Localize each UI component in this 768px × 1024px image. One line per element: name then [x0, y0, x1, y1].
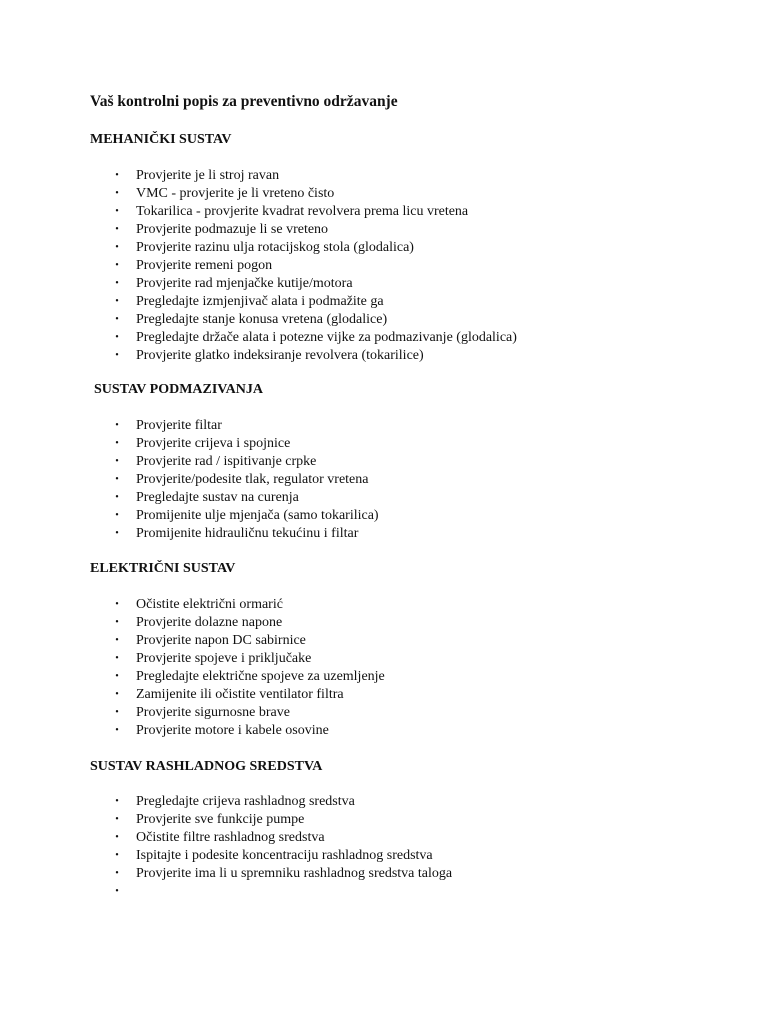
checklist-item [112, 453, 379, 471]
checklist-item [112, 417, 379, 435]
checklist-electrical [112, 596, 385, 740]
bullet-icon: • [115, 492, 119, 503]
checklist-item [112, 614, 385, 632]
checklist-item [112, 185, 517, 203]
bullet-icon: • [115, 242, 119, 253]
bullet-icon: • [115, 886, 119, 897]
checklist-item-text: Provjerite crijeva i spojnice [136, 436, 291, 451]
bullet-icon: • [115, 528, 119, 539]
checklist-item [112, 239, 517, 257]
checklist-item-text: Očistite električni ormarić [136, 597, 283, 612]
checklist-lubrication [112, 417, 379, 543]
checklist-item-text: Pregledajte držače alata i potezne vijke za podmazivanje (glodalica) [136, 330, 517, 345]
checklist-item [112, 668, 385, 686]
bullet-icon: • [115, 206, 119, 217]
checklist-item [112, 811, 452, 829]
checklist-coolant [112, 793, 452, 901]
bullet-icon: • [115, 599, 119, 610]
checklist-item-text: Provjerite filtar [136, 418, 222, 433]
checklist-item [112, 525, 379, 543]
checklist-item [112, 293, 517, 311]
bullet-icon: • [115, 456, 119, 467]
bullet-icon: • [115, 314, 119, 325]
checklist-item-text: Provjerite ima li u spremniku rashladnog sredstva taloga [136, 866, 453, 881]
checklist-item-text: Pregledajte stanje konusa vretena (glodalice) [136, 312, 388, 327]
checklist-item-text: Promijenite hidrauličnu tekućinu i filtar [136, 526, 359, 541]
checklist-item-text: Provjerite/podesite tlak, regulator vretena [136, 472, 369, 487]
checklist-item [112, 489, 379, 507]
checklist-item-text: Ispitajte i podesite koncentraciju rashladnog sredstva [136, 848, 433, 863]
bullet-icon: • [115, 260, 119, 271]
bullet-icon: • [115, 814, 119, 825]
checklist-item [112, 865, 452, 883]
checklist-item [112, 471, 379, 489]
checklist-mechanical [112, 167, 517, 365]
checklist-item-text: Pregledajte izmjenjivač alata i podmažite ga [136, 294, 384, 309]
bullet-icon: • [115, 832, 119, 843]
checklist-item [112, 596, 385, 614]
bullet-icon: • [115, 653, 119, 664]
checklist-item-text: Pregledajte sustav na curenja [136, 490, 299, 505]
section-heading-coolant: SUSTAV RASHLADNOG SREDSTVA [90, 759, 323, 774]
checklist-item-text: Provjerite je li stroj ravan [136, 168, 280, 183]
checklist-item [112, 829, 452, 847]
checklist-item [112, 704, 385, 722]
checklist-item-text: Tokarilica - provjerite kvadrat revolvera prema licu vretena [136, 204, 469, 219]
checklist-item-text: Očistite filtre rashladnog sredstva [136, 830, 325, 845]
bullet-icon: • [115, 474, 119, 485]
bullet-icon: • [115, 868, 119, 879]
bullet-icon: • [115, 350, 119, 361]
checklist-item-text: Provjerite dolazne napone [136, 615, 283, 630]
bullet-icon: • [115, 170, 119, 181]
checklist-item-text: Provjerite podmazuje li se vreteno [136, 222, 329, 237]
checklist-item-text: Provjerite rad mjenjačke kutije/motora [136, 276, 353, 291]
checklist-item [112, 203, 517, 221]
bullet-icon: • [115, 420, 119, 431]
checklist-item-text: Pregledajte električne spojeve za uzemljenje [136, 669, 385, 684]
checklist-item-text: Provjerite spojeve i priključake [136, 651, 312, 666]
bullet-icon: • [115, 725, 119, 736]
document-title: Vaš kontrolni popis za preventivno održavanje [90, 93, 398, 110]
checklist-item-text: Provjerite sigurnosne brave [136, 705, 290, 720]
checklist-item-text: Provjerite napon DC sabirnice [136, 633, 306, 648]
checklist-item [112, 275, 517, 293]
bullet-icon: • [115, 188, 119, 199]
bullet-icon: • [115, 671, 119, 682]
bullet-icon: • [115, 689, 119, 700]
section-heading-mechanical: MEHANIČKI SUSTAV [90, 132, 232, 147]
bullet-icon: • [115, 635, 119, 646]
checklist-item [112, 311, 517, 329]
checklist-item-text: Provjerite sve funkcije pumpe [136, 812, 305, 827]
checklist-item [112, 167, 517, 185]
bullet-icon: • [115, 296, 119, 307]
bullet-icon: • [115, 707, 119, 718]
bullet-icon: • [115, 850, 119, 861]
bullet-icon: • [115, 278, 119, 289]
bullet-icon: • [115, 332, 119, 343]
checklist-item [112, 329, 517, 347]
checklist-item-text: Provjerite razinu ulja rotacijskog stola (glodalica) [136, 240, 414, 255]
checklist-item-text: VMC - provjerite je li vreteno čisto [136, 186, 335, 201]
bullet-icon: • [115, 224, 119, 235]
checklist-item [112, 722, 385, 740]
checklist-item-text: Provjerite rad / ispitivanje crpke [136, 454, 317, 469]
bullet-icon: • [115, 796, 119, 807]
checklist-item-text: Provjerite motore i kabele osovine [136, 723, 329, 738]
checklist-item [112, 686, 385, 704]
checklist-item [112, 221, 517, 239]
checklist-item [112, 435, 379, 453]
checklist-item [112, 847, 452, 865]
bullet-icon: • [115, 438, 119, 449]
checklist-item [112, 632, 385, 650]
checklist-item-text: Provjerite glatko indeksiranje revolvera (tokarilice) [136, 348, 424, 363]
checklist-item [112, 883, 452, 901]
checklist-item [112, 257, 517, 275]
checklist-item-text: Pregledajte crijeva rashladnog sredstva [136, 794, 355, 809]
checklist-item [112, 507, 379, 525]
checklist-item [112, 650, 385, 668]
checklist-item-text: Zamijenite ili očistite ventilator filtra [136, 687, 344, 702]
checklist-item-text: Promijenite ulje mjenjača (samo tokarilica) [136, 508, 379, 523]
checklist-item-text: Provjerite remeni pogon [136, 258, 273, 273]
section-heading-electrical: ELEKTRIČNI SUSTAV [90, 561, 236, 576]
section-heading-lubrication: SUSTAV PODMAZIVANJA [94, 382, 263, 397]
bullet-icon: • [115, 510, 119, 521]
checklist-item [112, 793, 452, 811]
bullet-icon: • [115, 617, 119, 628]
checklist-item [112, 347, 517, 365]
